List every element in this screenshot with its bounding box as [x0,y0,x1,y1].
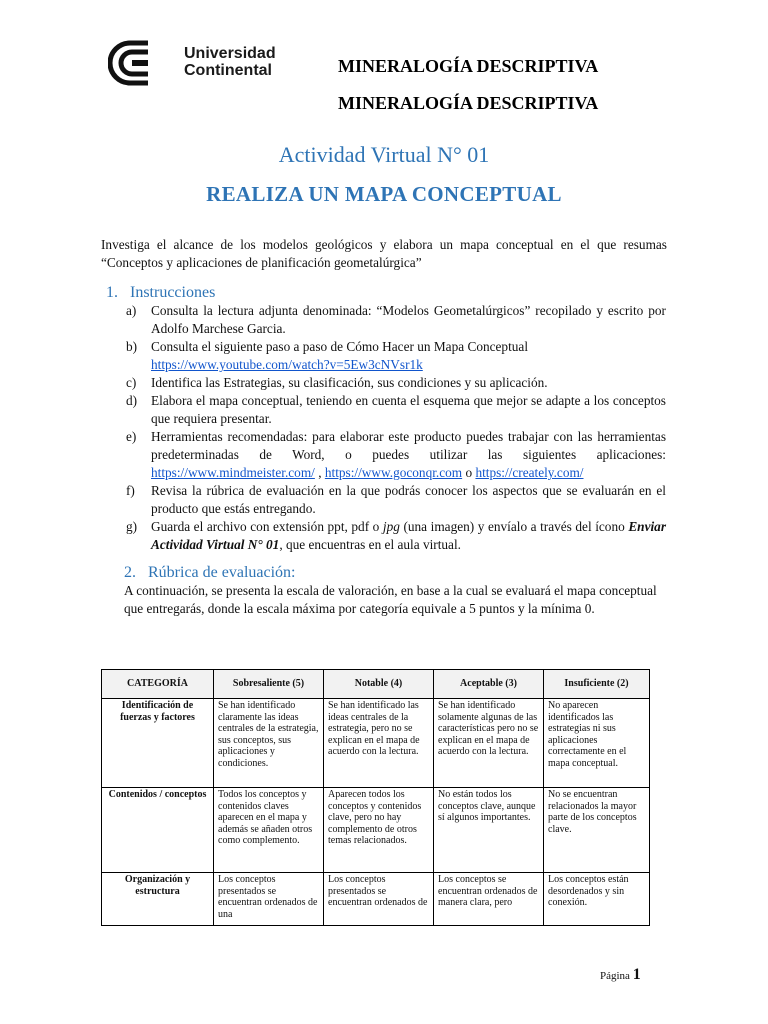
list-item: g) Guarda el archivo con extensión ppt, pdf o jpg (una imagen) y envíalo a través del ícono Enviar Actividad Virtual N° 01, que encuentras en el aula virtual. [126,519,666,552]
section-instrucciones-heading: 1. Instrucciones [106,284,216,301]
table-cell: Se han identificado las ideas centrales de la estrategia, pero no se explican en el mapa de acuerdo con la lectura. [324,699,434,788]
table-cell: Se han identificado solamente algunas de las características pero no se explican en el mapa de acuerdo con la lectura. [434,699,544,788]
table-cell: Los conceptos presentados se encuentran ordenados de [324,873,434,926]
page-number: 1 [632,966,641,983]
table-cell: Todos los conceptos y contenidos claves aparecen en el mapa y además se añaden otros como complemento. [214,788,324,873]
table-cell: Aparecen todos los conceptos y contenidos clave, pero no hay complemento de otros temas relacionados. [324,788,434,873]
list-item: f) Revisa la rúbrica de evaluación en la que podrás conocer los aspectos que se evaluarán en el producto que estás entregando. [126,483,666,516]
category-cell: Identificación de fuerzas y factores [102,699,214,788]
continental-logo-icon [108,40,174,86]
header-insuficiente: Insuficiente (2) [544,670,650,699]
page-label: Página [600,970,630,982]
mindmeister-link[interactable]: https://www.mindmeister.com/ [151,465,315,480]
intro-paragraph: Investiga el alcance de los modelos geológicos y elabora un mapa conceptual en el que resumas “Conceptos y aplicaciones de planificación geometalúrgica” [101,237,667,270]
table-cell: Se han identificado claramente las ideas centrales de la estrategia, sus conceptos, sus aplicaciones y condiciones. [214,699,324,788]
section-rubrica-heading: 2. Rúbrica de evaluación: [124,564,296,581]
table-cell: No están todos los conceptos clave, aunque sí algunos importantes. [434,788,544,873]
header-aceptable: Aceptable (3) [434,670,544,699]
page-footer [600,966,641,984]
goconqr-link[interactable]: https://www.goconqr.com [324,465,463,480]
instructions-list [126,302,666,554]
activity-title: Actividad Virtual N° 01 [278,142,490,167]
list-item: b) Consulta el siguiente paso a paso de Cómo Hacer un Mapa Conceptual https://www.youtube.com/watch?v=5Ew3cNVsr1k [126,339,529,372]
list-item: c) Identifica las Estrategias, su clasificación, sus condiciones y su aplicación. [126,375,548,390]
course-subtitle: MINERALOGÍA DESCRIPTIVA [338,93,599,113]
table-row [102,788,650,873]
category-cell: Organización y estructura [102,873,214,926]
table-cell: Los conceptos presentados se encuentran ordenados de una [214,873,324,926]
rubric-intro: A continuación, se presenta la escala de valoración, en base a la cual se evaluará el mapa conceptual que entregarás, donde la escala máxima por categoría equivale a 5 puntos y la mínima 0. [124,583,657,616]
list-item: e) Herramientas recomendadas: para elaborar este producto puedes trabajar con las herramientas predeterminadas de Word, o puedes utilizar las siguientes aplicaciones: https://www.mindmeister.com/ , https://www.goconqr.com o https://creately.com/ [126,429,666,480]
university-name: Universidad Continental [184,45,276,79]
youtube-link[interactable]: https://www.youtube.com/watch?v=5Ew3cNVsr1k [151,357,423,372]
university-logo [108,40,288,86]
table-cell: No se encuentran relacionados la mayor parte de los conceptos clave. [544,788,650,873]
table-cell: No aparecen identificados las estrategias ni sus aplicaciones correctamente en el mapa conceptual. [544,699,650,788]
header-sobresaliente: Sobresaliente (5) [214,670,324,699]
course-title: MINERALOGÍA DESCRIPTIVA [338,56,599,76]
header-categoria: CATEGORÍA [102,670,214,699]
rubric-table [101,669,650,926]
table-cell: Los conceptos se encuentran ordenados de manera clara, pero [434,873,544,926]
table-row [102,699,650,788]
creately-link[interactable]: https://creately.com/ [475,465,584,480]
main-title: REALIZA UN MAPA CONCEPTUAL [206,182,562,206]
list-item: a) Consulta la lectura adjunta denominada: “Modelos Geometalúrgicos” recopilado y escrito por Adolfo Marchese Garcia. [126,303,666,336]
table-row [102,873,650,926]
table-cell: Los conceptos están desordenados y sin conexión. [544,873,650,926]
header-notable: Notable (4) [324,670,434,699]
list-item: d) Elabora el mapa conceptual, teniendo en cuenta el esquema que mejor se adapte a los conceptos que requiera presentar. [126,393,666,426]
category-cell: Contenidos / conceptos [102,788,214,873]
table-header-row [102,670,650,699]
